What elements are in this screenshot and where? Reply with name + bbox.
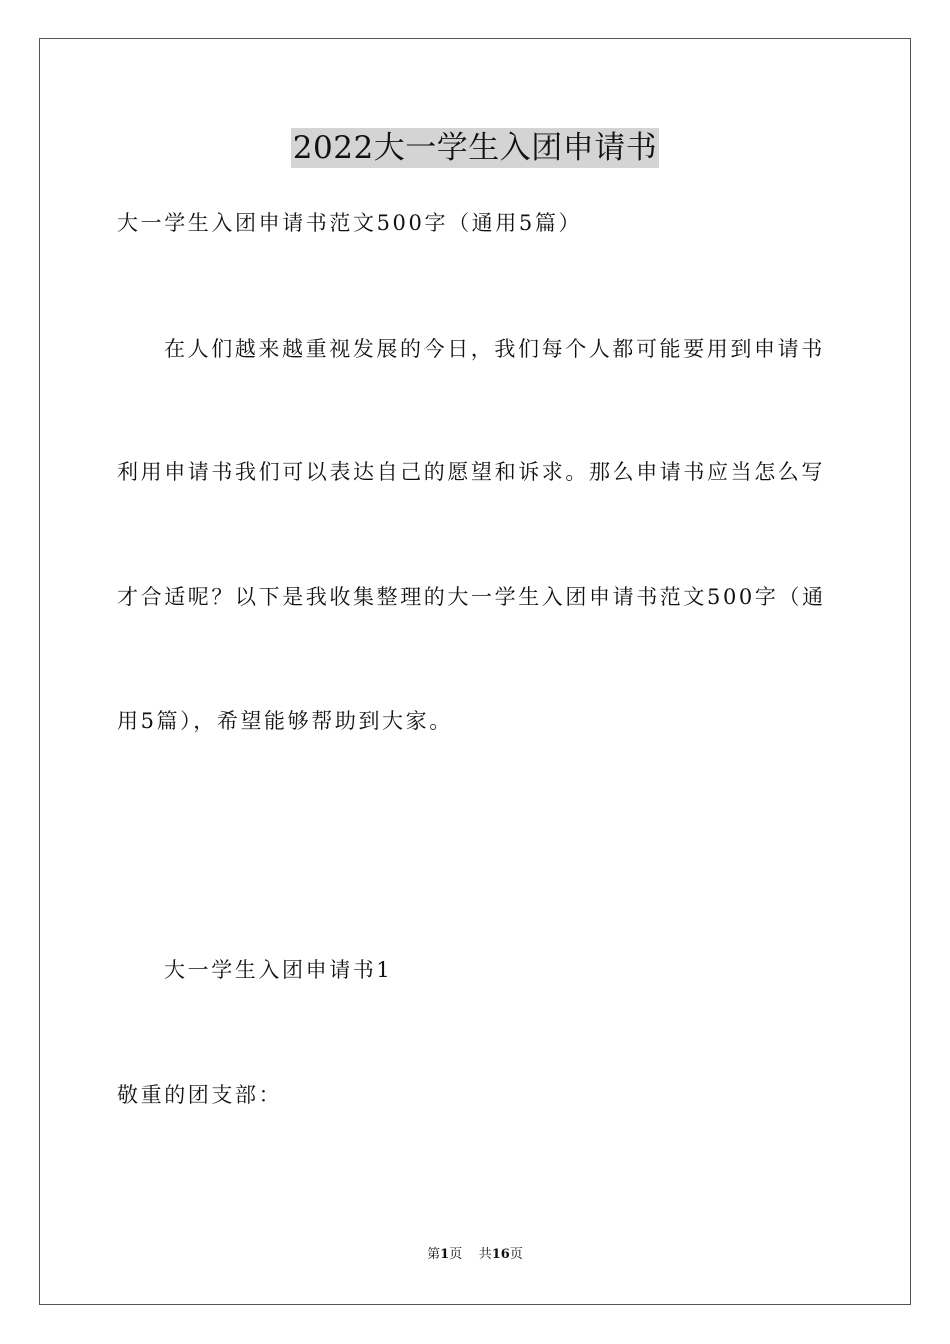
intro-line-3: 才合适呢？以下是我收集整理的大一学生入团申请书范文500字（通 — [117, 585, 826, 609]
document-subtitle: 大一学生入团申请书范文500字（通用5篇） — [117, 211, 583, 235]
footer-total-suffix: 页 — [509, 1247, 523, 1262]
footer-page-number: 1 — [440, 1247, 450, 1262]
footer-total-prefix: 共 — [478, 1247, 492, 1262]
intro-line-2: 利用申请书我们可以表达自己的愿望和诉求。那么申请书应当怎么写 — [117, 460, 825, 484]
intro-line-4: 用5篇），希望能够帮助到大家。 — [117, 709, 453, 733]
title-container — [0, 128, 950, 168]
footer-total-pages: 16 — [491, 1247, 510, 1262]
footer-page-suffix: 页 — [449, 1247, 463, 1262]
section-heading: 大一学生入团申请书1 — [164, 958, 393, 982]
salutation: 敬重的团支部： — [117, 1083, 283, 1107]
footer-page-prefix: 第 — [427, 1247, 441, 1262]
document-title: 2022大一学生入团申请书 — [292, 130, 658, 166]
intro-line-1: 在人们越来越重视发展的今日，我们每个人都可能要用到申请书 — [164, 337, 825, 361]
page-footer — [0, 1246, 950, 1264]
